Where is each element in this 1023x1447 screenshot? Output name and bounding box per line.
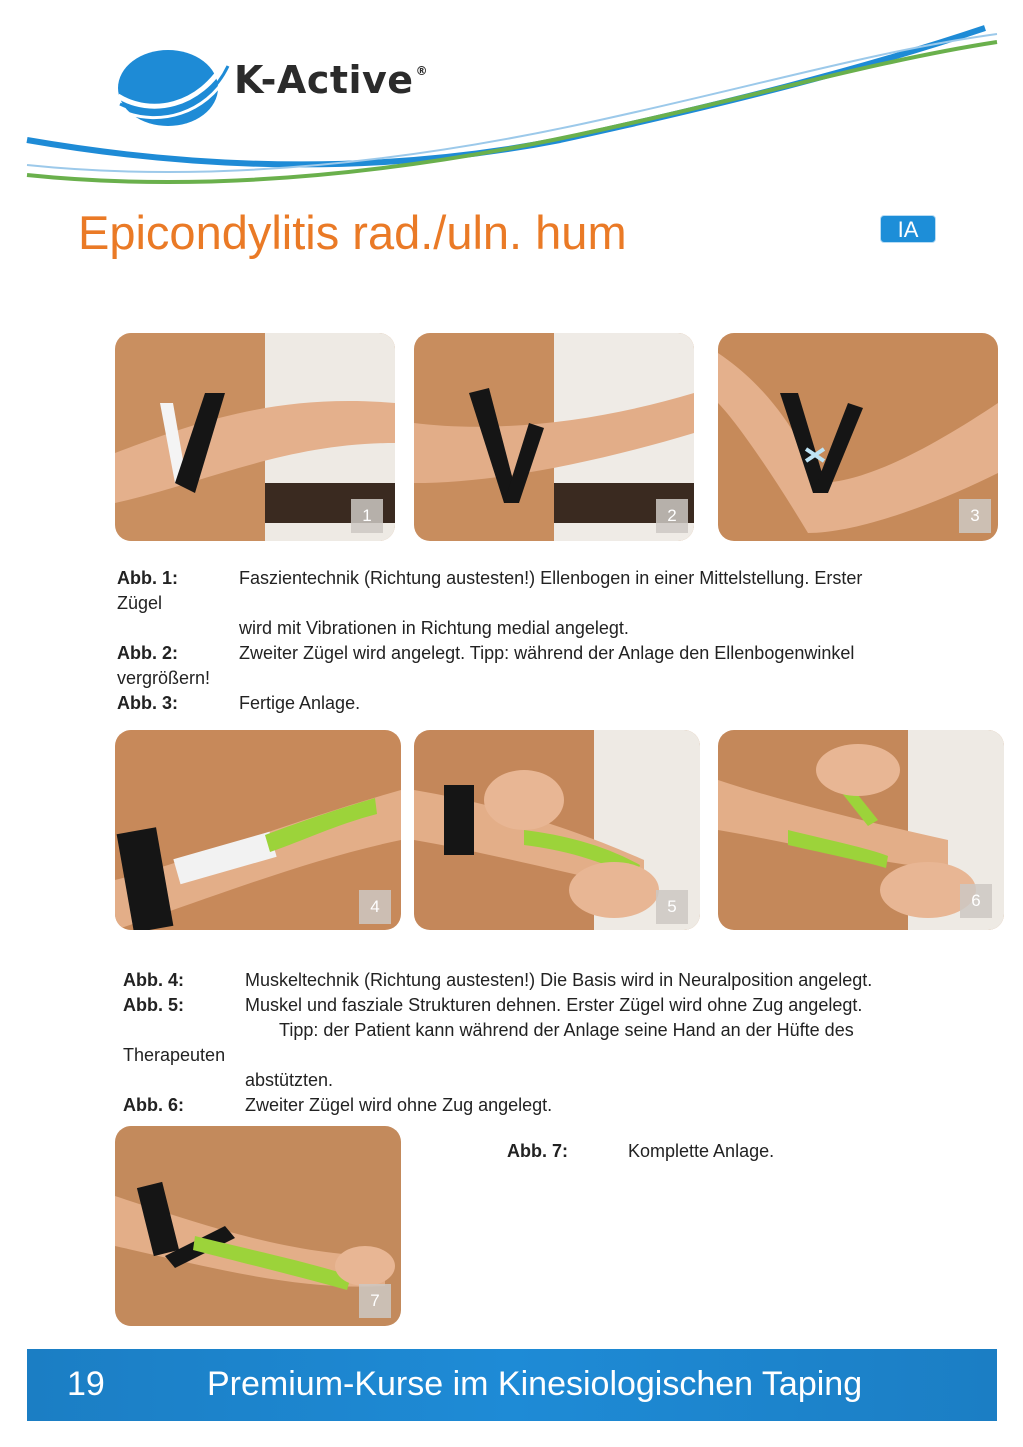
caption-label: Abb. 2: [117,643,178,663]
caption-row [117,641,987,666]
caption-text: Faszientechnik (Richtung austesten!) Ellenbogen in einer Mittelstellung. Erster [239,568,863,588]
brand-logo-text: K-Active ® [234,58,429,102]
photo-4 [115,730,401,930]
photo-2 [414,333,694,541]
caption-text: Muskel und fasziale Strukturen dehnen. Erster Zügel wird ohne Zug angelegt. [245,995,863,1015]
caption-row [123,1068,993,1093]
photo-number: 5 [656,890,688,924]
caption-row [123,1093,993,1118]
photo-7 [115,1126,401,1326]
caption-label: Abb. 3: [117,693,178,713]
caption-row [117,691,987,716]
photo-number: 2 [656,499,688,533]
caption-text: wird mit Vibrationen in Richtung medial angelegt. [239,618,629,638]
caption-text: Zweiter Zügel wird ohne Zug angelegt. [245,1095,553,1115]
caption-text: abstützten. [245,1070,334,1090]
caption-row [123,968,993,993]
photo-number: 3 [959,499,991,533]
caption-text: Fertige Anlage. [239,693,361,713]
caption-row [123,993,993,1018]
caption-text: Muskeltechnik (Richtung austesten!) Die Basis wird in Neuralposition angelegt. [245,970,873,990]
caption-text: Zügel [117,593,163,613]
category-badge: IA [880,215,936,243]
caption-text: vergrößern! [117,668,211,688]
caption-block-1 [117,566,987,716]
photo-number: 4 [359,890,391,924]
photo-number: 6 [960,884,992,918]
caption-row [117,616,987,641]
photo-number: 7 [359,1284,391,1318]
caption-label: Abb. 7: [507,1141,568,1161]
caption-block-3 [507,1139,987,1164]
caption-text: Tipp: der Patient kann während der Anlage seine Hand an der Hüfte des [279,1020,854,1040]
caption-text: Therapeuten [123,1045,226,1065]
caption-text: Zweiter Zügel wird angelegt. Tipp: während der Anlage den Ellenbogenwinkel [239,643,855,663]
caption-label: Abb. 6: [123,1095,184,1115]
caption-row [123,1018,993,1043]
photo-6 [718,730,1004,930]
page-title: Epicondylitis rad./uln. hum [78,206,627,259]
caption-block-2 [123,968,993,1118]
caption-row [507,1139,987,1164]
photo-1 [115,333,395,541]
photo-5 [414,730,700,930]
logo-globe-icon [118,50,228,126]
caption-row [117,666,987,691]
caption-label: Abb. 5: [123,995,184,1015]
photo-3 [718,333,998,541]
caption-row [123,1043,993,1068]
caption-label: Abb. 4: [123,970,184,990]
photo-number: 1 [351,499,383,533]
caption-row [117,566,987,591]
page-number: 19 [67,1365,105,1403]
caption-text: Komplette Anlage. [628,1141,775,1161]
header-swoosh [0,0,1023,200]
caption-row [117,591,987,616]
footer-title: Premium-Kurse im Kinesiologischen Taping [207,1365,863,1403]
caption-label: Abb. 1: [117,568,178,588]
footer-bar [27,1349,997,1421]
